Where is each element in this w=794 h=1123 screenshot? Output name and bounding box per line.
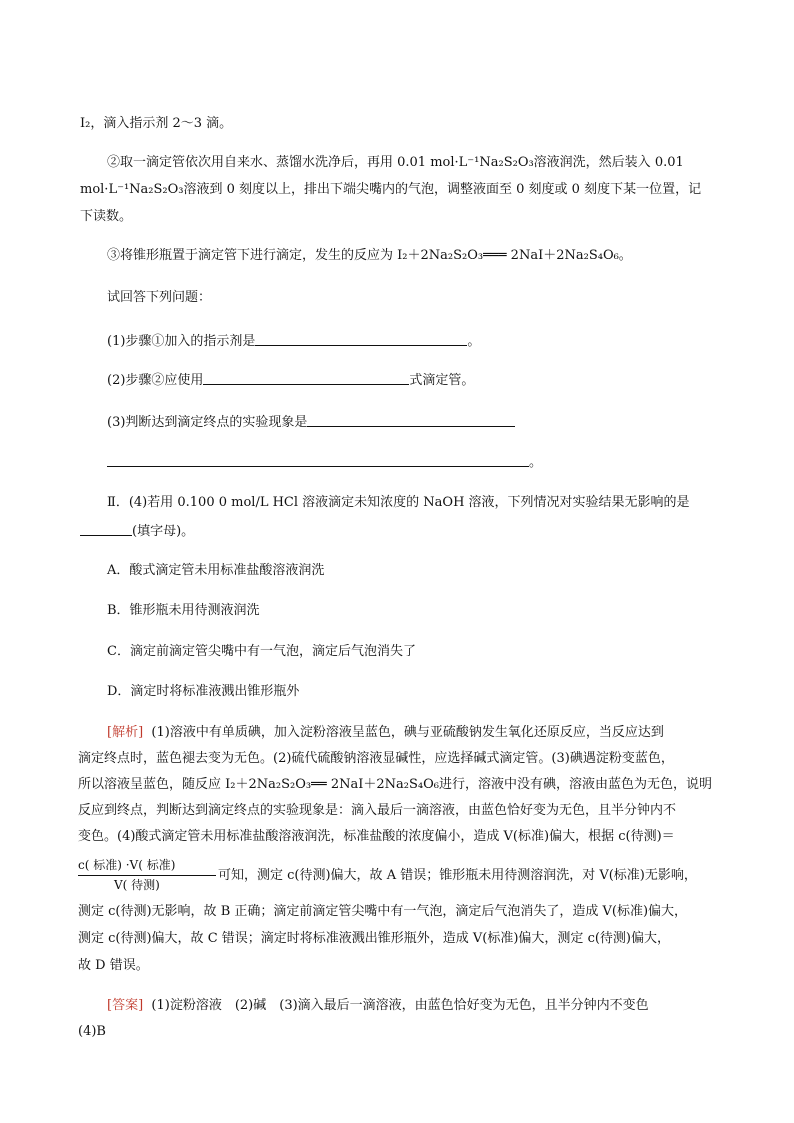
question-4-end: (填字母)。 bbox=[132, 524, 195, 539]
answer-line bbox=[107, 996, 649, 1016]
answer-blank-3a[interactable] bbox=[307, 412, 515, 427]
answer-blank-2[interactable] bbox=[203, 370, 409, 385]
question-3-end: 。 bbox=[529, 455, 543, 470]
text-line: 试回答下列问题： bbox=[107, 290, 212, 305]
answer-blank-3b[interactable] bbox=[107, 452, 529, 467]
question-4-cont bbox=[80, 521, 194, 542]
text-line: 所以溶液呈蓝色，随反应 I₂＋2Na₂S₂O₃══ 2NaI＋2Na₂S₄O₆进行，溶液中没有碘，溶液由蓝色为无色，说明 bbox=[78, 777, 712, 792]
answer-blank-1[interactable] bbox=[255, 331, 467, 346]
question-1-end: 。 bbox=[467, 334, 481, 349]
text-line: ③将锥形瓶置于滴定管下进行滴定，发生的反应为 I₂＋2Na₂S₂O₃═══ 2NaI＋2Na₂S₄O₆。 bbox=[107, 248, 632, 263]
text-line: I₂，滴入指示剂 2～3 滴。 bbox=[80, 116, 233, 131]
fraction-denominator: V( 待测) bbox=[114, 878, 160, 892]
text-line: ②取一滴定管依次用自来水、蒸馏水洗净后，再用 0.01 mol·L⁻¹Na₂S₂O₃溶液润洗，然后装入 0.01 bbox=[107, 155, 684, 170]
analysis-tag: [解析] bbox=[107, 725, 144, 740]
analysis-line bbox=[107, 723, 664, 743]
text-line: 反应到终点，判断达到滴定终点的实验现象是：滴入最后一滴溶液，由蓝色恰好变为无色，且半分钟内不 bbox=[78, 803, 677, 818]
text-line: 下读数。 bbox=[80, 209, 133, 224]
text-line: 滴定终点时，蓝色褪去变为无色。(2)硫代硫酸钠溶液显碱性，应选择碱式滴定管。(3)碘遇淀粉变蓝色， bbox=[78, 751, 674, 766]
text-line: 测定 c(待测)无影响，故 B 正确；滴定前滴定管尖嘴中有一气泡，滴定后气泡消失了，造成 V(标准)偏大， bbox=[78, 904, 688, 919]
answer-tag: [答案] bbox=[107, 998, 144, 1013]
question-3-text: (3)判断达到滴定终点的实验现象是 bbox=[107, 415, 308, 430]
option-d: D．滴定时将标准液溅出锥形瓶外 bbox=[107, 684, 300, 699]
text-line: (4)B bbox=[78, 1024, 106, 1039]
answer-blank-4[interactable] bbox=[80, 521, 132, 536]
question-1 bbox=[107, 331, 480, 352]
question-1-text: (1)步骤①加入的指示剂是 bbox=[107, 334, 256, 349]
text-line: 故 D 错误。 bbox=[78, 958, 149, 973]
option-a: A．酸式滴定管未用标准盐酸溶液润洗 bbox=[107, 563, 325, 578]
question-2 bbox=[107, 370, 474, 391]
option-b: B．锥形瓶未用待测液润洗 bbox=[107, 603, 260, 618]
text-line: mol·L⁻¹Na₂S₂O₃溶液到 0 刻度以上，排出下端尖嘴内的气泡，调整液面至 0 刻度或 0 刻度下某一位置，记 bbox=[80, 182, 702, 197]
text-line: 可知，测定 c(待测)偏大，故 A 错误；锥形瓶未用待测溶润洗，对 V(标准)无影响， bbox=[218, 868, 697, 883]
question-2-end: 式滴定管。 bbox=[409, 373, 475, 388]
question-3 bbox=[107, 412, 515, 433]
option-c: C．滴定前滴定管尖嘴中有一气泡，滴定后气泡消失了 bbox=[107, 644, 416, 659]
answer-text: (1)淀粉溶液 (2)碱 (3)滴入最后一滴溶液，由蓝色恰好变为无色，且半分钟内不变色 bbox=[151, 998, 649, 1013]
question-2-text: (2)步骤②应使用 bbox=[107, 373, 204, 388]
analysis-text: (1)溶液中有单质碘，加入淀粉溶液呈蓝色，碘与亚硫酸钠发生氧化还原反应，当反应达到 bbox=[151, 725, 664, 740]
text-line: 测定 c(待测)偏大，故 C 错误；滴定时将标准液溅出锥形瓶外，造成 V(标准)偏大，测定 c(待测)偏大， bbox=[78, 931, 670, 946]
text-line: Ⅱ．(4)若用 0.100 0 mol/L HCl 溶液滴定未知浓度的 NaOH 溶液，下列情况对实验结果无影响的是 bbox=[107, 495, 690, 510]
text-line: 变色。(4)酸式滴定管未用标准盐酸溶液润洗，标准盐酸的浓度偏小，造成 V(标准)偏大，根据 c(待测)＝ bbox=[78, 829, 675, 844]
question-3-cont bbox=[107, 452, 542, 473]
fraction-numerator: c( 标准) ·V( 标准) bbox=[78, 858, 176, 872]
fraction bbox=[78, 856, 218, 896]
